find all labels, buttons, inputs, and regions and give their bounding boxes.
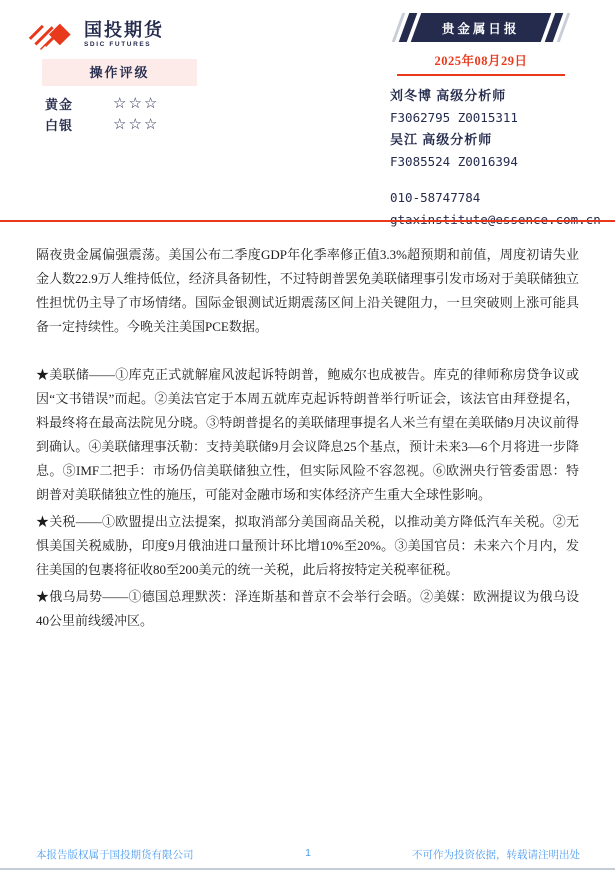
analyst-1-ids: F3062795 Z0015311	[390, 110, 518, 125]
logo-company-name: 国投期货	[84, 20, 164, 40]
rating-label-gold: 黄金	[45, 97, 74, 112]
footer-page-number: 1	[305, 847, 311, 859]
analyst-block	[390, 85, 601, 231]
analyst-1-name: 刘冬博 高级分析师	[390, 88, 507, 103]
paragraph-overnight-summary: 隔夜贵金属偏强震荡。美国公布二季度GDP年化季率修正值3.3%超预期和前值，周度初请失业金人数22.9万人维持低位，经济具备韧性，不过特朗普罢免美联储理事引发市场对于美联储独立性担忧仍主导了市场情绪。国际金银测试近期震荡区间上沿关键阻力，一旦突破则上涨可能具备一定持续性。今晚关注美国PCE数据。	[36, 247, 579, 334]
report-type-banner	[397, 13, 565, 42]
analyst-block-spacer	[390, 173, 601, 187]
rating-label-silver: 白银	[45, 118, 74, 133]
rating-section-title: 操作评级	[42, 59, 197, 86]
rating-stars-silver: ☆☆☆	[113, 117, 160, 133]
rating-table	[45, 93, 205, 135]
report-type-title: 贵金属日报	[442, 21, 520, 36]
sdic-diamond-icon	[28, 18, 80, 56]
logo-company-name-en: SDIC FUTURES	[84, 41, 152, 48]
paragraph-tariff-news: ★关税——①欧盟提出立法提案，拟取消部分美国商品关税，以推动美方降低汽车关税。②无惧美国关税威胁，印度9月俄油进口量预计环比增10%至20%。③美国官员：未来六个月内，发往美国的包裹将征收80至200美元的统一关税，此后将按特定关税率征税。	[36, 514, 579, 577]
rating-stars-gold: ☆☆☆	[113, 96, 160, 112]
banner-title-box	[411, 13, 552, 42]
report-body	[36, 243, 579, 636]
analyst-2-ids: F3085524 Z0016394	[390, 154, 518, 169]
report-date: 2025年08月29日	[397, 51, 565, 76]
paragraph-russia-ukraine-news: ★俄乌局势——①德国总理默茨：泽连斯基和普京不会举行会晤。②美媒：欧洲提议为俄乌设40公里前线缓冲区。	[36, 589, 579, 628]
footer-disclaimer: 不可作为投资依据，转载请注明出处	[412, 849, 580, 861]
rating-row-silver	[45, 114, 205, 135]
company-logo	[28, 18, 164, 56]
analyst-2-name: 吴江 高级分析师	[390, 132, 493, 147]
footer-copyright: 本报告版权属于国投期货有限公司	[36, 849, 194, 861]
contact-phone: 010-58747784	[390, 190, 481, 205]
header-separator-rule	[0, 220, 615, 222]
paragraph-fed-news: ★美联储——①库克正式就解雇风波起诉特朗普，鲍威尔也成被告。库克的律师称房贷争议或因“文书错误”而起。②美法官定于本周五就库克起诉特朗普举行听证会，该法官由拜登提名，料最终将在最高法院见分晓。③特朗普提名的美联储理事提名人米兰有望在美联储9月决议前得到确认。④美联储理事沃勒：支持美联储9月会议降息25个基点，预计未来3—6个月将进一步降息。⑤IMF二把手：市场仍信美联储独立性，但实际风险不容忽视。⑥欧洲央行管委雷恩：特朗普对美联储独立性的施压，可能对金融市场和实体经济产生重大全球性影响。	[36, 367, 579, 502]
rating-row-gold	[45, 93, 205, 114]
